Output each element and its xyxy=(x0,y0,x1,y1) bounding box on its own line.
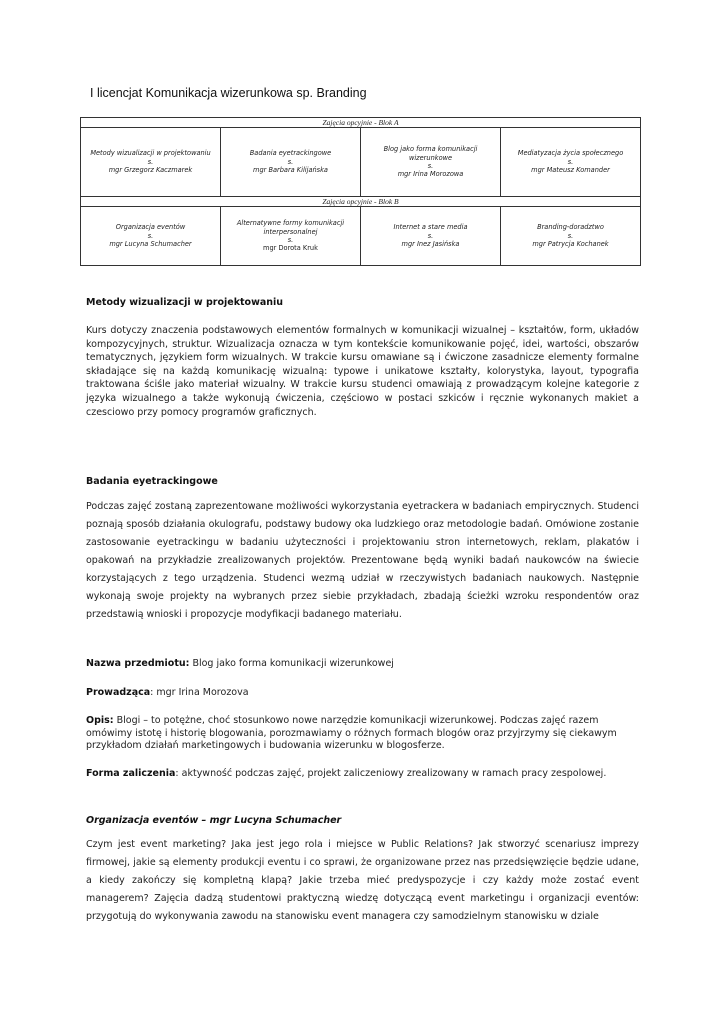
course-teacher: mgr Lucyna Schumacher xyxy=(109,240,192,249)
section-heading-badania: Badania eyetrackingowe xyxy=(86,476,218,487)
course-cell xyxy=(501,128,641,197)
course-s: s. xyxy=(147,157,154,166)
section-heading-metody: Metody wizualizacji w projektowaniu xyxy=(86,297,284,308)
course-teacher: mgr Barbara Kilijańska xyxy=(253,166,328,175)
blog-grading-value: : aktywność podczas zajęć, projekt zaliczeniowy zrealizowany w ramach pracy zespolowej. xyxy=(175,768,607,779)
course-s: s. xyxy=(147,231,154,240)
blog-subject-value: Blog jako forma komunikacji wizerunkowej xyxy=(189,658,394,669)
course-name: Organizacja eventów xyxy=(115,223,186,232)
course-teacher: mgr Mateusz Komander xyxy=(531,166,610,175)
course-name: Mediatyzacja życia społecznego xyxy=(517,149,624,158)
course-cell xyxy=(81,207,221,266)
section-heading-eventy: Organizacja eventów – mgr Lucyna Schumacher xyxy=(86,815,342,826)
blog-teacher-label: Prowadząca xyxy=(86,687,151,698)
course-cell xyxy=(221,207,361,266)
course-cell xyxy=(221,128,361,197)
course-cell xyxy=(361,128,501,197)
course-teacher: mgr Inez Jasińska xyxy=(401,240,460,249)
course-name: Metody wizualizacji w projektowaniu xyxy=(90,149,211,158)
course-cell xyxy=(361,207,501,266)
blog-desc-label: Opis: xyxy=(86,715,114,726)
course-teacher: mgr Dorota Kruk xyxy=(263,244,318,253)
page-title: I licencjat Komunikacja wizerunkowa sp. Branding xyxy=(90,86,367,100)
course-teacher: mgr Patrycja Kochanek xyxy=(532,240,609,249)
blog-teacher xyxy=(86,687,639,698)
block-a-header: Zajęcia opcyjnie - Blok A xyxy=(81,118,641,128)
course-cell xyxy=(501,207,641,266)
blog-description xyxy=(86,715,639,753)
blog-subject xyxy=(86,658,639,669)
course-cell xyxy=(81,128,221,197)
blog-grading-label: Forma zaliczenia xyxy=(86,768,176,779)
blog-desc-value: Blogi – to potężne, choć stosunkowo nowe narzędzie komunikacji wizerunkowej. Podczas zajęć razem omówimy istotę i historię blogowania, porozmawiamy o różnych formach blogów oraz przyjrzymy się ciekawym przykładom działań marketingowych i budowania wizerunku w blogosferze. xyxy=(86,715,617,751)
course-teacher: mgr Irina Morozowa xyxy=(397,170,464,179)
course-name: Branding-doradztwo xyxy=(537,223,604,232)
courses-table xyxy=(80,117,641,266)
course-s: s. xyxy=(567,157,574,166)
course-s: s. xyxy=(427,231,434,240)
course-name: Alternatywne formy komunikacji interpersonalnej xyxy=(236,219,345,236)
course-name: Internet a stare media xyxy=(393,223,468,232)
course-name: Badania eyetrackingowe xyxy=(249,149,332,158)
blog-grading xyxy=(86,768,639,779)
course-s: s. xyxy=(287,236,294,244)
section-body-eventy: Czym jest event marketing? Jaka jest jego rola i miejsce w Public Relations? Jak stworzyć scenariusz imprezy firmowej, jakie są elementy produkcji eventu i co sprawi, że organizowane przez nas przedsięwzięcie będzie udane, a kiedy zakończy się kompletną klapą? Jakie trzeba mieć predyspozycje i czy każdy może zostać event managerem? Zajęcia dadzą studentowi praktyczną wiedzę dotyczącą event marketingu i organizacji eventów: przygotują do wykonywania zawodu na stanowisku event managera czy samodzielnym stanowisku w dziale xyxy=(86,839,639,922)
section-body-badania: Podczas zajęć zostaną zaprezentowane możliwości wykorzystania eyetrackera w badaniach empirycznych. Studenci poznają sposób działania okulografu, podstawy budowy oka ludzkiego oraz metodologie badań. Omówione zostanie zastosowanie eyetrackingu w badaniu użyteczności i projektowaniu stron internetowych, reklam, plakatów i opakowań na przykładzie zrealizowanych projektów. Prezentowane będą wyniki badań naukowców na świecie korzystających z tego urządzenia. Studenci wezmą udział w rzeczywistych badaniach naukowych. Następnie wykonają swoje projekty na wybranych przez siebie przykładach, zbadają ścieżki wzroku respondentów oraz przedstawią wnioski i propozycje modyfikacji badanego materiału. xyxy=(86,501,639,620)
course-s: s. xyxy=(287,157,294,166)
course-s: s. xyxy=(427,162,434,170)
course-name: Blog jako forma komunikacji wizerunkowe xyxy=(383,145,478,162)
blog-teacher-value: : mgr Irina Morozova xyxy=(150,687,249,698)
section-body-metody: Kurs dotyczy znaczenia podstawowych elementów formalnych w komunikacji wizualnej – kształtów, form, układów kompozycyjnych, struktur. Wizualizacja oznacza w tym kontekście komunikowanie pojęć, idei, wartości, obszarów tematycznych, językiem form wizualnych. W trakcie kursu omawiane są i ćwiczone zasadnicze elementy formalne składające się na każdą komunikację wizualną: typowe i unikatowe kształty, kolorystyka, layout, typografia traktowana ściśle jako materiał wizualny. W trakcie kursu studenci omawiają z prowadzącym kolejne kategorie z języka wizualnego a także wykonują ćwiczenia, częściowo w postaci szkiców i ręcznie wykonanych makiet a czesciowo przy pomocy programów graficznych. xyxy=(86,325,639,418)
blog-subject-label: Nazwa przedmiotu: xyxy=(86,658,190,669)
course-s: s. xyxy=(567,231,574,240)
block-b-header: Zajęcia opcyjnie - Blok B xyxy=(81,197,641,207)
course-teacher: mgr Grzegorz Kaczmarek xyxy=(108,166,193,175)
